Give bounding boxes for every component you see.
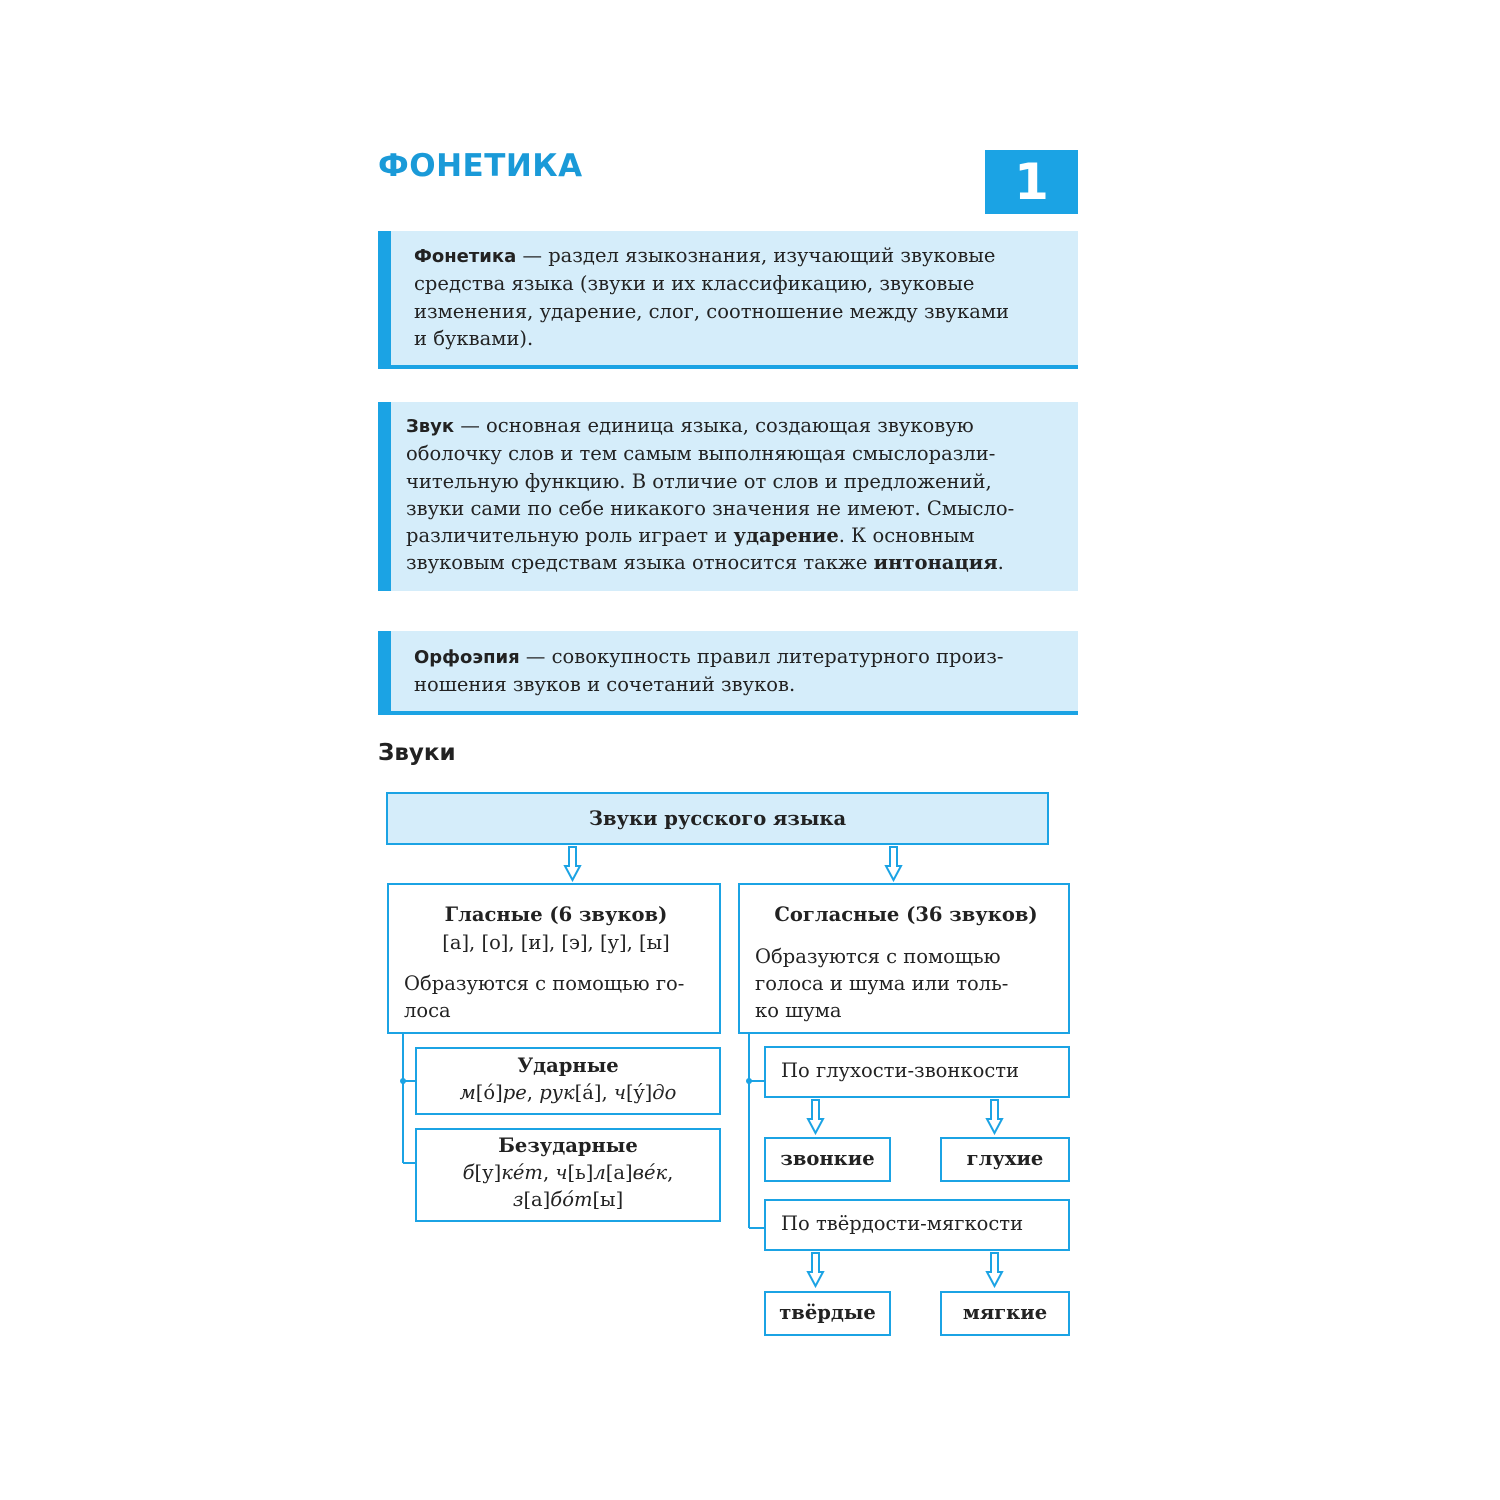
term-intonation: интонация: [873, 551, 998, 575]
text-line: раздел языкознания, изучающий звуковые: [548, 244, 996, 267]
example-fragment: [у]: [474, 1161, 502, 1184]
example-fragment: [ы]: [592, 1188, 624, 1211]
example-fragment: б: [462, 1161, 475, 1184]
voiced-label: звонкие: [780, 1147, 875, 1170]
arrow-down-icon: [886, 847, 901, 880]
unstressed-title: Безударные: [498, 1134, 638, 1157]
vowels-box: [387, 883, 721, 1034]
unstressed-examples-line2: [417, 1186, 719, 1213]
term-stress: ударение: [733, 524, 839, 548]
diagram-root-box: [386, 792, 1049, 845]
text-line: .: [997, 551, 1004, 575]
text-line: оболочку слов и тем самым выполняющая смыслоразли-: [406, 442, 996, 466]
arrow-down-icon: [565, 847, 580, 880]
stressed-box: [415, 1047, 721, 1115]
dash: —: [519, 645, 552, 668]
text-line: различительную роль играет и: [406, 524, 734, 548]
example-fragment: [а]: [605, 1161, 633, 1184]
text-line: звуки сами по себе никакого значения не имеют. Смысло-: [406, 496, 1015, 520]
voiced-box: [764, 1137, 891, 1182]
chapter-number-badge: 1: [985, 150, 1078, 214]
text-line: изменения, ударение, слог, соотношение между звуками: [414, 299, 1010, 323]
example-fragment: вéк: [632, 1161, 668, 1184]
text-line: основная единица языка, создающая звуковую: [486, 414, 974, 437]
example-fragment: ,: [542, 1161, 556, 1184]
hardness-box: [764, 1199, 1070, 1251]
example-fragment: ч: [555, 1161, 568, 1184]
unstressed-examples-line1: [417, 1159, 719, 1186]
text-line: совокупность правил литературного произ-: [551, 645, 1004, 668]
hardness-title: По твёрдости-мягкости: [781, 1212, 1024, 1235]
text-line: и буквами).: [414, 326, 534, 350]
stressed-examples: [417, 1079, 719, 1106]
example-fragment: з: [512, 1188, 524, 1211]
arrow-down-icon: [808, 1100, 823, 1133]
example-fragment: [о́]: [475, 1081, 503, 1104]
text-line: . К основным: [838, 524, 975, 548]
example-fragment: л: [593, 1161, 606, 1184]
example-fragment: до: [652, 1081, 677, 1104]
consonants-box: [738, 883, 1070, 1034]
example-fragment: рук: [539, 1081, 575, 1104]
arrow-down-icon: [808, 1253, 823, 1286]
example-fragment: ,: [526, 1081, 540, 1104]
hard-label: твёрдые: [779, 1301, 876, 1324]
vowels-title: Гласные (6 звуков): [444, 903, 668, 926]
example-fragment: м: [459, 1081, 476, 1104]
vowels-list: [а], [о], [и], [э], [у], [ы]: [442, 931, 670, 954]
voiceless-label: глухие: [966, 1147, 1044, 1170]
dash: —: [454, 414, 487, 437]
chapter-title: ФОНЕТИКА: [378, 148, 583, 184]
text-line: ношения звуков и сочетаний звуков.: [414, 673, 796, 697]
hard-box: [764, 1291, 891, 1336]
consonants-title: Согласные (36 звуков): [774, 903, 1038, 926]
diagram-root-label: Звуки русского языка: [588, 807, 847, 830]
term-phonetics: Фонетика: [414, 246, 517, 267]
example-fragment: [а]: [523, 1188, 551, 1211]
example-fragment: [á]: [574, 1081, 602, 1104]
example-fragment: [ý]: [626, 1081, 653, 1104]
text-line: звуковым средствам языка относится также: [406, 551, 874, 575]
connector-dot: [400, 1078, 406, 1084]
soft-label: мягкие: [962, 1301, 1048, 1324]
unstressed-box: [415, 1128, 721, 1222]
text-line: ко шума: [755, 999, 842, 1022]
text-line: голоса и шума или толь-: [755, 972, 1009, 995]
text-line: средства языка (звуки и их классификацию, звуковые: [414, 272, 975, 296]
voicing-title: По глухости-звонкости: [781, 1059, 1020, 1082]
term-orthoepy: Орфоэпия: [414, 647, 520, 668]
example-fragment: [ь]: [567, 1161, 594, 1184]
example-fragment: ,: [667, 1161, 674, 1184]
text-line: Образуются с помощью: [755, 945, 1001, 968]
voicing-box: [764, 1046, 1070, 1098]
example-fragment: кéт: [501, 1161, 543, 1184]
arrow-down-icon: [987, 1100, 1002, 1133]
example-fragment: ч: [613, 1081, 627, 1104]
arrow-down-icon: [987, 1253, 1002, 1286]
example-fragment: ,: [601, 1081, 614, 1104]
text-line: лоса: [404, 999, 451, 1022]
term-sound: Звук: [406, 416, 455, 437]
dash: —: [516, 244, 549, 267]
stressed-title: Ударные: [517, 1054, 619, 1077]
text-line: чительную функцию. В отличие от слов и предложений,: [406, 469, 992, 493]
consonants-desc: [755, 943, 1065, 1024]
soft-box: [940, 1291, 1070, 1336]
text-line: Образуются с помощью го-: [404, 972, 685, 995]
example-fragment: бóт: [550, 1188, 593, 1211]
section-title: Звуки: [378, 740, 456, 766]
vowels-desc: [404, 970, 714, 1024]
connector-dot: [746, 1078, 752, 1084]
example-fragment: ре: [502, 1081, 527, 1104]
voiceless-box: [940, 1137, 1070, 1182]
